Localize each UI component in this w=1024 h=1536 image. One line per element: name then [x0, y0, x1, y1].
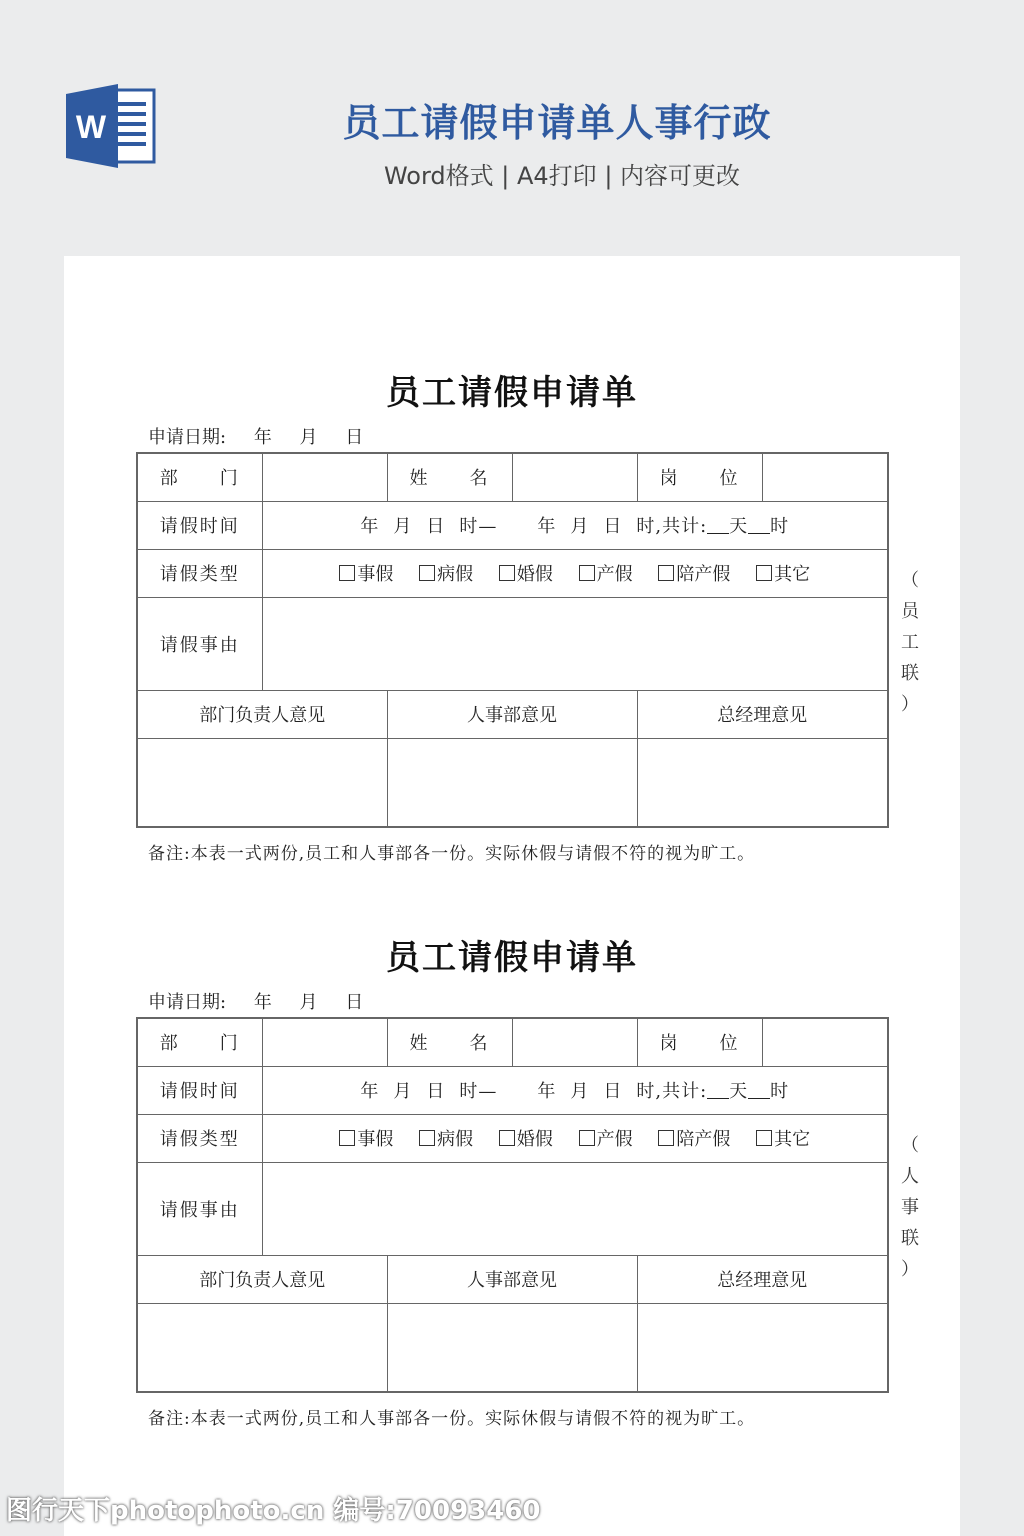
name-field[interactable]: [512, 1018, 637, 1066]
dept-field[interactable]: [262, 1018, 387, 1066]
type-option-other[interactable]: 其它: [756, 560, 810, 586]
form-title: 员工请假申请单: [386, 373, 638, 413]
dept-head-opinion-field[interactable]: [137, 1303, 387, 1392]
gm-opinion-label: 总经理意见: [637, 690, 888, 738]
leave-reason-label: 请假事由: [137, 1162, 262, 1255]
gm-opinion-field[interactable]: [637, 1303, 888, 1392]
type-option-sick[interactable]: 病假: [419, 560, 473, 586]
post-field[interactable]: [762, 453, 888, 501]
hr-opinion-label: 人事部意见: [387, 1255, 637, 1303]
copy-label-employee: （ 员 工 联 ）: [901, 570, 919, 715]
leave-form-table: [136, 452, 889, 828]
type-option-maternity[interactable]: 产假: [579, 560, 633, 586]
apply-date: 申请日期: 年 月 日: [148, 427, 364, 448]
name-field[interactable]: [512, 453, 637, 501]
leave-time-label: 请假时间: [137, 501, 262, 549]
checkbox[interactable]: [658, 565, 674, 581]
checkbox[interactable]: [579, 1130, 595, 1146]
type-option-other[interactable]: 其它: [756, 1125, 810, 1151]
watermark: 图行天下photophoto.cn 编号:70093460: [6, 1496, 541, 1526]
checkbox[interactable]: [756, 1130, 772, 1146]
dept-head-opinion-field[interactable]: [137, 738, 387, 827]
form-note: 备注:本表一式两份,员工和人事部各一份。实际休假与请假不符的视为旷工。: [148, 1409, 756, 1429]
leave-type-label: 请假类型: [137, 549, 262, 597]
leave-form-table: [136, 1017, 889, 1393]
checkbox[interactable]: [579, 565, 595, 581]
gm-opinion-label: 总经理意见: [637, 1255, 888, 1303]
leave-reason-field[interactable]: [262, 597, 888, 690]
leave-time-field[interactable]: 年 月 日 时— 年 月 日 时,共计: 天 时: [262, 501, 888, 549]
copy-label-hr: （ 人 事 联 ）: [901, 1135, 919, 1280]
page-title: 员工请假申请单人事行政: [342, 101, 772, 145]
form-title: 员工请假申请单: [386, 938, 638, 978]
post-field[interactable]: [762, 1018, 888, 1066]
dept-label: 部 门: [137, 1018, 262, 1066]
leave-type-label: 请假类型: [137, 1114, 262, 1162]
type-option-marriage[interactable]: 婚假: [499, 560, 553, 586]
type-option-paternity[interactable]: 陪产假: [658, 560, 730, 586]
gm-opinion-field[interactable]: [637, 738, 888, 827]
page-subtitle: Word格式 | A4打印 | 内容可更改: [383, 162, 741, 190]
checkbox[interactable]: [658, 1130, 674, 1146]
svg-text:W: W: [75, 109, 107, 145]
type-option-maternity[interactable]: 产假: [579, 1125, 633, 1151]
checkbox[interactable]: [419, 1130, 435, 1146]
type-option-marriage[interactable]: 婚假: [499, 1125, 553, 1151]
checkbox[interactable]: [419, 565, 435, 581]
checkbox[interactable]: [499, 565, 515, 581]
name-label: 姓 名: [387, 453, 512, 501]
checkbox[interactable]: [499, 1130, 515, 1146]
leave-reason-label: 请假事由: [137, 597, 262, 690]
hr-opinion-field[interactable]: [387, 738, 637, 827]
post-label: 岗 位: [637, 1018, 762, 1066]
leave-time-field[interactable]: 年 月 日 时— 年 月 日 时,共计: 天 时: [262, 1066, 888, 1114]
dept-field[interactable]: [262, 453, 387, 501]
post-label: 岗 位: [637, 453, 762, 501]
dept-label: 部 门: [137, 453, 262, 501]
dept-head-opinion-label: 部门负责人意见: [137, 1255, 387, 1303]
leave-type-options: [262, 1114, 888, 1162]
type-option-personal[interactable]: 事假: [339, 1125, 393, 1151]
type-option-sick[interactable]: 病假: [419, 1125, 473, 1151]
checkbox[interactable]: [339, 1130, 355, 1146]
dept-head-opinion-label: 部门负责人意见: [137, 690, 387, 738]
hr-opinion-label: 人事部意见: [387, 690, 637, 738]
type-option-personal[interactable]: 事假: [339, 560, 393, 586]
name-label: 姓 名: [387, 1018, 512, 1066]
leave-time-label: 请假时间: [137, 1066, 262, 1114]
checkbox[interactable]: [339, 565, 355, 581]
apply-date: 申请日期: 年 月 日: [148, 992, 364, 1013]
leave-reason-field[interactable]: [262, 1162, 888, 1255]
hr-opinion-field[interactable]: [387, 1303, 637, 1392]
checkbox[interactable]: [756, 565, 772, 581]
type-option-paternity[interactable]: 陪产假: [658, 1125, 730, 1151]
leave-type-options: [262, 549, 888, 597]
form-note: 备注:本表一式两份,员工和人事部各一份。实际休假与请假不符的视为旷工。: [148, 844, 756, 864]
